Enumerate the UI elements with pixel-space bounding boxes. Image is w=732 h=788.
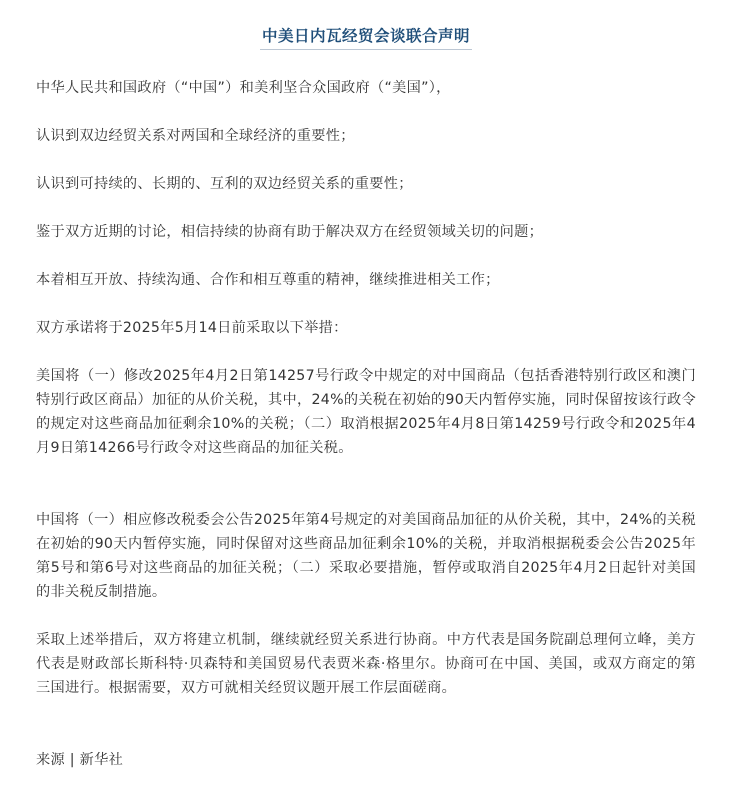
article-title: 中美日内瓦经贸会谈联合声明 (260, 26, 472, 50)
paragraph-mechanism: 采取上述举措后，双方将建立机制，继续就经贸关系进行协商。中方代表是国务院副总理何立峰，美方代表是财政部长斯科特·贝森特和美国贸易代表贾米森·格里尔。协商可在中国、美国，或双方商定的第三国进行。根据需要，双方可就相关经贸议题开展工作层面磋商。 (36, 632, 696, 696)
paragraph-recognition-sustainable: 认识到可持续的、长期的、互利的双边经贸关系的重要性； (36, 176, 413, 192)
paragraph-recognition-importance: 认识到双边经贸关系对两国和全球经济的重要性； (36, 128, 355, 144)
title-container (36, 26, 696, 50)
paragraph-commitment: 双方承诺将于2025年5月14日前采取以下举措： (36, 320, 348, 336)
paragraph-recent-discussions: 鉴于双方近期的讨论，相信持续的协商有助于解决双方在经贸领域关切的问题； (36, 224, 544, 240)
source-line: 来源 | 新华社 (36, 752, 124, 768)
paragraph-parties: 中华人民共和国政府（“中国”）和美利坚合众国政府（“美国”）， (36, 80, 451, 96)
paragraph-us-measures: 美国将（一）修改2025年4月2日第14257号行政令中规定的对中国商品（包括香港特别行政区和澳门特别行政区商品）加征的从价关税，其中，24%的关税在初始的90天内暂停实施，同时保留按该行政令的规定对这些商品加征剩余10%的关税；（二）取消根据2025年4月8日第14259号行政令和2025年4月9日第14266号行政令对这些商品的加征关税。 (36, 368, 696, 456)
paragraph-china-measures: 中国将（一）相应修改税委会公告2025年第4号规定的对美国商品加征的从价关税，其中，24%的关税在初始的90天内暂停实施，同时保留对这些商品加征剩余10%的关税，并取消根据税委会公告2025年第5号和第6号对这些商品的加征关税；（二）采取必要措施，暂停或取消自2025年4月2日起针对美国的非关税反制措施。 (36, 512, 696, 600)
paragraph-spirit: 本着相互开放、持续沟通、合作和相互尊重的精神，继续推进相关工作； (36, 272, 500, 288)
